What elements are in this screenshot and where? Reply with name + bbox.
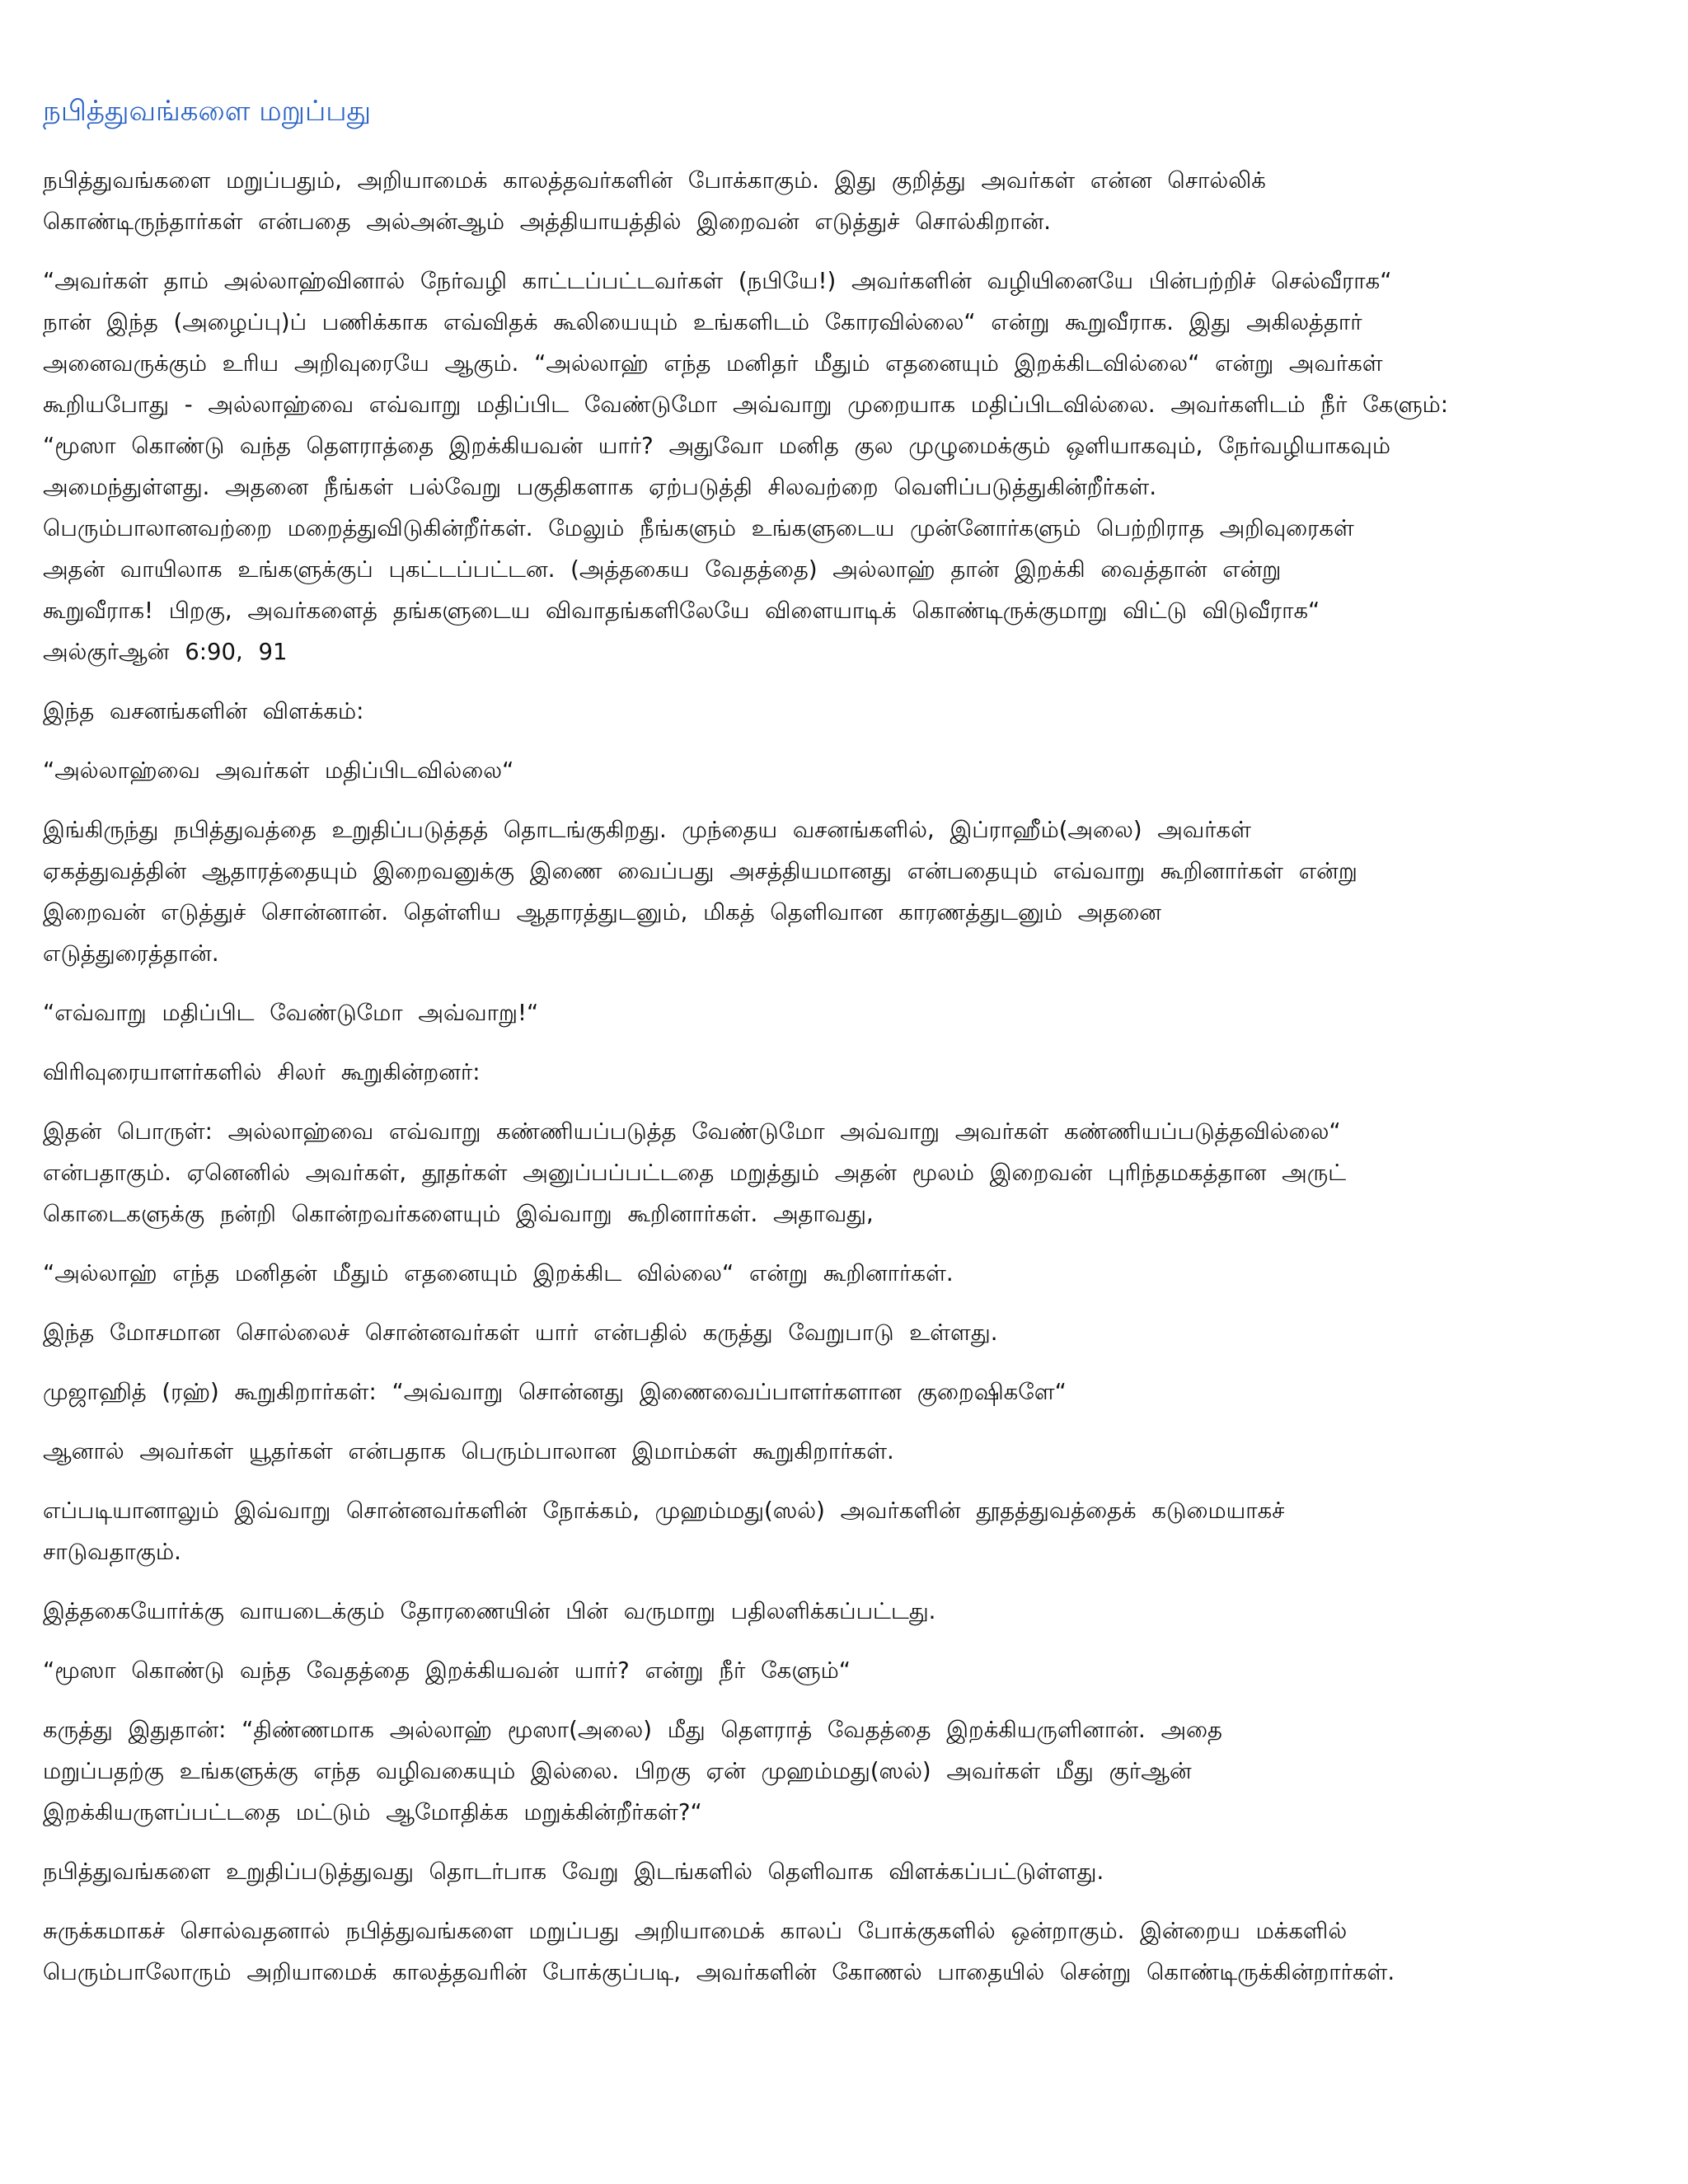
text-line: “அவர்கள் தாம் அல்லாஹ்வினால் நேர்வழி காட்டப்பட்டவர்கள் (நபியே!) அவர்களின் வழியினையே பின்பற்றிச் செல்வீராக“ xyxy=(43,268,1392,294)
text-line: கருத்து இதுதான்: “திண்ணமாக அல்லாஹ் மூஸா(அலை) மீது தௌராத் வேதத்தை இறக்கியருளினான். அதை xyxy=(43,1717,1222,1743)
text-line: விரிவுரையாளர்களில் சிலர் கூறுகின்றனர்: xyxy=(43,1059,481,1085)
text-line: சுருக்கமாகச் சொல்வதனால் நபித்துவங்களை மறுப்பது அறியாமைக் காலப் போக்குகளில் ஒன்றாகும். இன்றைய மக்களில் xyxy=(43,1918,1348,1944)
text-line: இந்த மோசமான சொல்லைச் சொன்னவர்கள் யார் என்பதில் கருத்து வேறுபாடு உள்ளது. xyxy=(43,1319,998,1346)
text-line: சாடுவதாகும். xyxy=(43,1539,181,1565)
text-line: அதன் வாயிலாக உங்களுக்குப் புகட்டப்பட்டன. (அத்தகைய வேதத்தை) அல்லாஹ் தான் இறக்கி வைத்தான் என்று xyxy=(43,556,1282,583)
paragraph xyxy=(43,1253,1645,1294)
paragraph xyxy=(43,1709,1645,1833)
text-line: பெரும்பாலோரும் அறியாமைக் காலத்தவரின் போக்குப்படி, அவர்களின் கோணல் பாதையில் சென்று கொண்டிருக்கின்றார்கள். xyxy=(43,1959,1395,1985)
text-line: “எவ்வாறு மதிப்பிட வேண்டுமோ அவ்வாறு!“ xyxy=(43,1000,539,1026)
text-line: இந்த வசனங்களின் விளக்கம்: xyxy=(43,698,364,724)
text-line: ஆனால் அவர்கள் யூதர்கள் என்பதாக பெரும்பாலான இமாம்கள் கூறுகிறார்கள். xyxy=(43,1438,894,1465)
paragraph xyxy=(43,1431,1645,1472)
paragraph xyxy=(43,750,1645,791)
page-title: நபித்துவங்களை மறுப்பது xyxy=(43,95,372,128)
text-line: அமைந்துள்ளது. அதனை நீங்கள் பல்வேறு பகுதிகளாக ஏற்படுத்தி சிலவற்றை வெளிப்படுத்துகின்றீர்கள். xyxy=(43,474,1157,500)
text-line: நபித்துவங்களை உறுதிப்படுத்துவது தொடர்பாக வேறு இடங்களில் தெளிவாக விளக்கப்பட்டுள்ளது. xyxy=(43,1858,1104,1885)
document-page xyxy=(43,91,1645,2011)
paragraph xyxy=(43,1910,1645,1993)
text-line: இதன் பொருள்: அல்லாஹ்வை எவ்வாறு கண்ணியப்படுத்த வேண்டுமோ அவ்வாறு அவர்கள் கண்ணியப்படுத்தவில்லை“ xyxy=(43,1118,1341,1145)
paragraph xyxy=(43,1052,1645,1093)
text-line: ஏகத்துவத்தின் ஆதாரத்தையும் இறைவனுக்கு இணை வைப்பது அசத்தியமானது என்பதையும் எவ்வாறு கூறினார்கள் என்று xyxy=(43,858,1357,884)
text-line: என்பதாகும். ஏனெனில் அவர்கள், தூதர்கள் அனுப்பப்பட்டதை மறுத்தும் அதன் மூலம் இறைவன் புரிந்தமகத்தான அருட் xyxy=(43,1160,1347,1186)
paragraph xyxy=(43,1312,1645,1353)
text-line: கூறுவீராக! பிறகு, அவர்களைத் தங்களுடைய விவாதங்களிலேயே விளையாடிக் கொண்டிருக்குமாறு விட்டு விடுவீராக“ xyxy=(43,598,1320,624)
text-line: முஜாஹித் (ரஹ்) கூறுகிறார்கள்: “அவ்வாறு சொன்னது இணைவைப்பாளர்களான குறைஷிகளே“ xyxy=(43,1379,1067,1405)
text-line: எப்படியானாலும் இவ்வாறு சொன்னவர்களின் நோக்கம், முஹம்மது(ஸல்) அவர்களின் தூதத்துவத்தைக் கடுமையாகச் xyxy=(43,1497,1285,1524)
text-line: நான் இந்த (அழைப்பு)ப் பணிக்காக எவ்விதக் கூலியையும் உங்களிடம் கோரவில்லை“ என்று கூறுவீராக. இது அகிலத்தார் xyxy=(43,309,1362,335)
text-line: இறக்கியருளப்பட்டதை மட்டும் ஆமோதிக்க மறுக்கின்றீர்கள்?“ xyxy=(43,1799,702,1825)
paragraph xyxy=(43,809,1645,974)
paragraph xyxy=(43,1591,1645,1632)
paragraph xyxy=(43,1111,1645,1235)
text-line: இறைவன் எடுத்துச் சொன்னான். தெள்ளிய ஆதாரத்துடனும், மிகத் தெளிவான காரணத்துடனும் அதனை xyxy=(43,899,1161,926)
text-line: மறுப்பதற்கு உங்களுக்கு எந்த வழிவகையும் இல்லை. பிறகு ஏன் முஹம்மது(ஸல்) அவர்கள் மீது குர்ஆன் xyxy=(43,1758,1192,1784)
text-line: “அல்லாஹ்வை அவர்கள் மதிப்பிடவில்லை“ xyxy=(43,757,514,784)
text-line: அனைவருக்கும் உரிய அறிவுரையே ஆகும். “அல்லாஹ் எந்த மனிதர் மீதும் எதனையும் இறக்கிடவில்லை“ என்று அவர்கள் xyxy=(43,350,1383,377)
text-line: இத்தகையோர்க்கு வாயடைக்கும் தோரணையின் பின் வருமாறு பதிலளிக்கப்பட்டது. xyxy=(43,1598,936,1624)
paragraph xyxy=(43,160,1645,242)
paragraph xyxy=(43,992,1645,1033)
paragraph xyxy=(43,260,1645,673)
text-line: “அல்லாஹ் எந்த மனிதன் மீதும் எதனையும் இறக்கிட வில்லை“ என்று கூறினார்கள். xyxy=(43,1260,954,1286)
text-line: அல்குர்ஆன் 6:90, 91 xyxy=(43,639,288,665)
paragraph xyxy=(43,1490,1645,1572)
paragraph xyxy=(43,1650,1645,1691)
text-line: கொண்டிருந்தார்கள் என்பதை அல்அன்ஆம் அத்தியாயத்தில் இறைவன் எடுத்துச் சொல்கிறான். xyxy=(43,209,1052,235)
text-line: “மூஸா கொண்டு வந்த வேதத்தை இறக்கியவன் யார்? என்று நீர் கேளும்“ xyxy=(43,1657,851,1684)
paragraph xyxy=(43,1851,1645,1892)
text-line: எடுத்துரைத்தான். xyxy=(43,940,219,967)
paragraph xyxy=(43,1371,1645,1413)
text-line: கூறியபோது - அல்லாஹ்வை எவ்வாறு மதிப்பிட வேண்டுமோ அவ்வாறு முறையாக மதிப்பிடவில்லை. அவர்களிடம் நீர் கேளும்: xyxy=(43,391,1449,418)
text-line: இங்கிருந்து நபித்துவத்தை உறுதிப்படுத்தத் தொடங்குகிறது. முந்தைய வசனங்களில், இப்ராஹீம்(அலை) அவர்கள் xyxy=(43,817,1251,843)
text-line: நபித்துவங்களை மறுப்பதும், அறியாமைக் காலத்தவர்களின் போக்காகும். இது குறித்து அவர்கள் என்ன சொல்லிக் xyxy=(43,167,1266,194)
paragraph xyxy=(43,691,1645,732)
text-line: “மூஸா கொண்டு வந்த தௌராத்தை இறக்கியவன் யார்? அதுவோ மனித குல முழுமைக்கும் ஒளியாகவும், நேர்வழியாகவும் xyxy=(43,433,1390,459)
document-body xyxy=(43,160,1645,1993)
text-line: கொடைகளுக்கு நன்றி கொன்றவர்களையும் இவ்வாறு கூறினார்கள். அதாவது, xyxy=(43,1201,874,1227)
text-line: பெரும்பாலானவற்றை மறைத்துவிடுகின்றீர்கள். மேலும் நீங்களும் உங்களுடைய முன்னோர்களும் பெற்றிராத அறிவுரைகள் xyxy=(43,515,1354,541)
